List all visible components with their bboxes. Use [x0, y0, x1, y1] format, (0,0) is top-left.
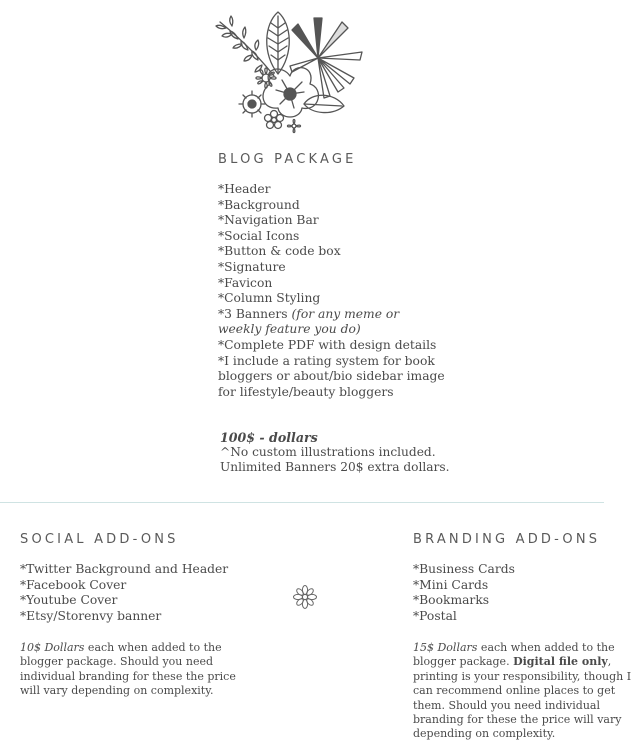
list-item: *Complete PDF with design details — [218, 337, 437, 352]
branding-addons-list — [413, 562, 515, 624]
list-item: *Signature — [218, 259, 286, 274]
social-addons-price: 10$ Dollars — [20, 641, 85, 654]
floral-bouquet-icon — [212, 8, 374, 136]
list-item: *Etsy/Storenvy banner — [20, 608, 162, 623]
banners-note: (for any meme or — [291, 306, 400, 321]
list-item: *Column Styling — [218, 291, 321, 306]
blog-package-price-block — [220, 430, 450, 476]
blog-package-note: Unlimited Banners 20$ extra dollars. — [220, 460, 450, 475]
blog-package-price: 100$ - dollars — [220, 430, 318, 445]
branding-addons-price: 15$ Dollars — [413, 641, 478, 654]
list-item: *Background — [218, 197, 300, 212]
list-item: *Navigation Bar — [218, 213, 319, 228]
list-item: *Facebook Cover — [20, 577, 127, 592]
list-item: *I include a rating system for book — [218, 353, 435, 368]
list-item: *Postal — [413, 608, 457, 623]
social-addons-description: 10$ Dollars each when added to the blogger package. Should you need individual branding for these the price will vary depending on complexity. — [20, 641, 236, 698]
list-item — [218, 322, 445, 338]
list-item: *Button & code box — [218, 244, 341, 259]
social-addons-heading: SOCIAL ADD-ONS — [20, 532, 179, 547]
list-item: *Header — [218, 182, 271, 196]
small-flower-icon — [292, 584, 318, 610]
list-item: *Mini Cards — [413, 577, 489, 592]
digital-file-note: Digital file only — [513, 655, 608, 669]
section-divider — [0, 502, 604, 503]
branding-addons-description: 15$ Dollars each when added to the blogger package. Digital file only, printing is your responsibility, though I can recommend online places to get them. Should you need individual branding for these the price will vary depending on complexity. — [413, 641, 632, 741]
blog-package-note: ^No custom illustrations included. — [220, 445, 436, 460]
list-item: for lifestyle/beauty bloggers — [218, 384, 394, 399]
banners-note-cont: weekly feature you do) — [218, 322, 361, 337]
branding-addons-heading: BRANDING ADD-ONS — [413, 532, 601, 547]
social-addons-list — [20, 562, 228, 624]
list-item: *Youtube Cover — [20, 593, 118, 608]
list-item — [218, 307, 445, 323]
blog-package-heading: BLOG PACKAGE — [218, 152, 357, 167]
list-item: *Bookmarks — [413, 593, 490, 608]
list-item: *Business Cards — [413, 562, 515, 576]
blog-package-list — [218, 182, 445, 400]
list-item: bloggers or about/bio sidebar image — [218, 369, 445, 384]
banners-label: *3 Banners — [218, 306, 292, 321]
list-item: *Social Icons — [218, 228, 300, 243]
list-item: *Favicon — [218, 275, 273, 290]
list-item: *Twitter Background and Header — [20, 562, 229, 576]
